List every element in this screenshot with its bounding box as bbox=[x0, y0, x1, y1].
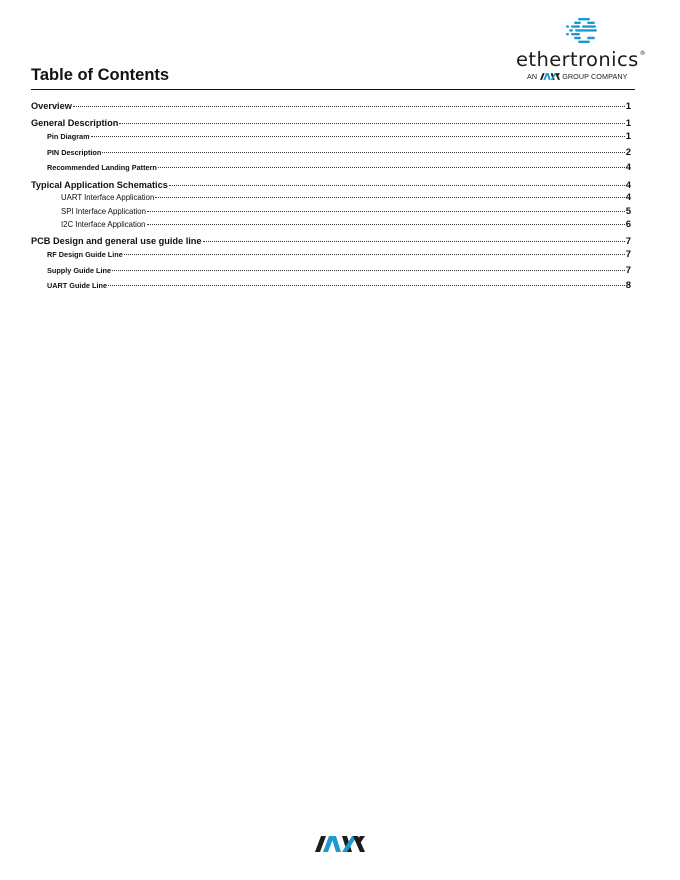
toc-entry[interactable] bbox=[61, 205, 631, 219]
toc-entry-label: Supply Guide Line bbox=[47, 266, 112, 275]
toc-entry[interactable] bbox=[31, 178, 631, 192]
toc-entry[interactable] bbox=[31, 99, 631, 113]
toc-entry-label: I2C Interface Application bbox=[61, 220, 146, 229]
toc-entry[interactable] bbox=[47, 264, 631, 278]
toc-entry[interactable] bbox=[47, 130, 631, 144]
brand-wordmark: ethertronics® bbox=[516, 48, 647, 71]
toc-entry-label: SPI Interface Application bbox=[61, 207, 146, 216]
toc-entry-page: 6 bbox=[625, 219, 631, 230]
toc-entry-page: 4 bbox=[625, 192, 631, 203]
toc-leader bbox=[119, 123, 624, 124]
toc-entry-page: 7 bbox=[625, 265, 631, 276]
ethertronics-e-icon bbox=[566, 16, 602, 46]
page-title: Table of Contents bbox=[31, 66, 170, 84]
toc-entry-page: 4 bbox=[625, 180, 631, 191]
toc-entry-page: 1 bbox=[625, 131, 631, 142]
toc-leader bbox=[112, 270, 625, 271]
toc-leader bbox=[102, 152, 624, 153]
toc-leader bbox=[147, 211, 625, 212]
toc-entry[interactable] bbox=[31, 116, 631, 130]
toc-leader bbox=[124, 254, 625, 255]
brand-tagline: AN GROUP COMPANY bbox=[527, 72, 628, 81]
toc-entry[interactable] bbox=[47, 146, 631, 160]
toc-entry-page: 1 bbox=[625, 118, 631, 129]
toc-entry[interactable] bbox=[61, 191, 631, 205]
toc-entry-page: 8 bbox=[625, 280, 631, 291]
toc-entry-page: 1 bbox=[625, 101, 631, 112]
toc-leader bbox=[169, 185, 625, 186]
toc-entry-label: Recommended Landing Pattern bbox=[47, 163, 157, 172]
toc-entry-label: UART Guide Line bbox=[47, 281, 107, 290]
toc-entry-label: Pin Diagram bbox=[47, 132, 90, 141]
ethertronics-logo bbox=[514, 14, 654, 86]
toc-leader bbox=[155, 197, 624, 198]
toc-entry-page: 7 bbox=[625, 249, 631, 260]
toc-entry-label: General Description bbox=[31, 118, 119, 128]
toc-entry-page: 5 bbox=[625, 206, 631, 217]
toc-entry[interactable] bbox=[31, 234, 631, 248]
toc-entry[interactable] bbox=[47, 279, 631, 293]
toc-entry[interactable] bbox=[47, 161, 631, 175]
toc-entry-label: PIN Description bbox=[47, 148, 102, 157]
toc-leader bbox=[203, 241, 625, 242]
toc-entry-page: 2 bbox=[625, 147, 631, 158]
title-rule bbox=[31, 89, 635, 90]
toc-entry-label: Typical Application Schematics bbox=[31, 180, 168, 190]
toc-entry-label: RF Design Guide Line bbox=[47, 250, 123, 259]
toc-leader bbox=[147, 224, 625, 225]
toc-leader bbox=[108, 285, 625, 286]
toc-entry-label: Overview bbox=[31, 101, 72, 111]
toc-entry-page: 7 bbox=[625, 236, 631, 247]
toc-entry-label: UART Interface Application bbox=[61, 193, 155, 202]
toc-leader bbox=[158, 167, 625, 168]
toc-leader bbox=[91, 136, 625, 137]
avx-footer-logo bbox=[315, 836, 365, 852]
toc-entry[interactable] bbox=[47, 248, 631, 262]
toc-entry-page: 4 bbox=[625, 162, 631, 173]
toc-entry-label: PCB Design and general use guide line bbox=[31, 236, 202, 246]
toc-entry[interactable] bbox=[61, 218, 631, 232]
avx-small-logo bbox=[540, 73, 560, 80]
toc-leader bbox=[73, 106, 625, 107]
